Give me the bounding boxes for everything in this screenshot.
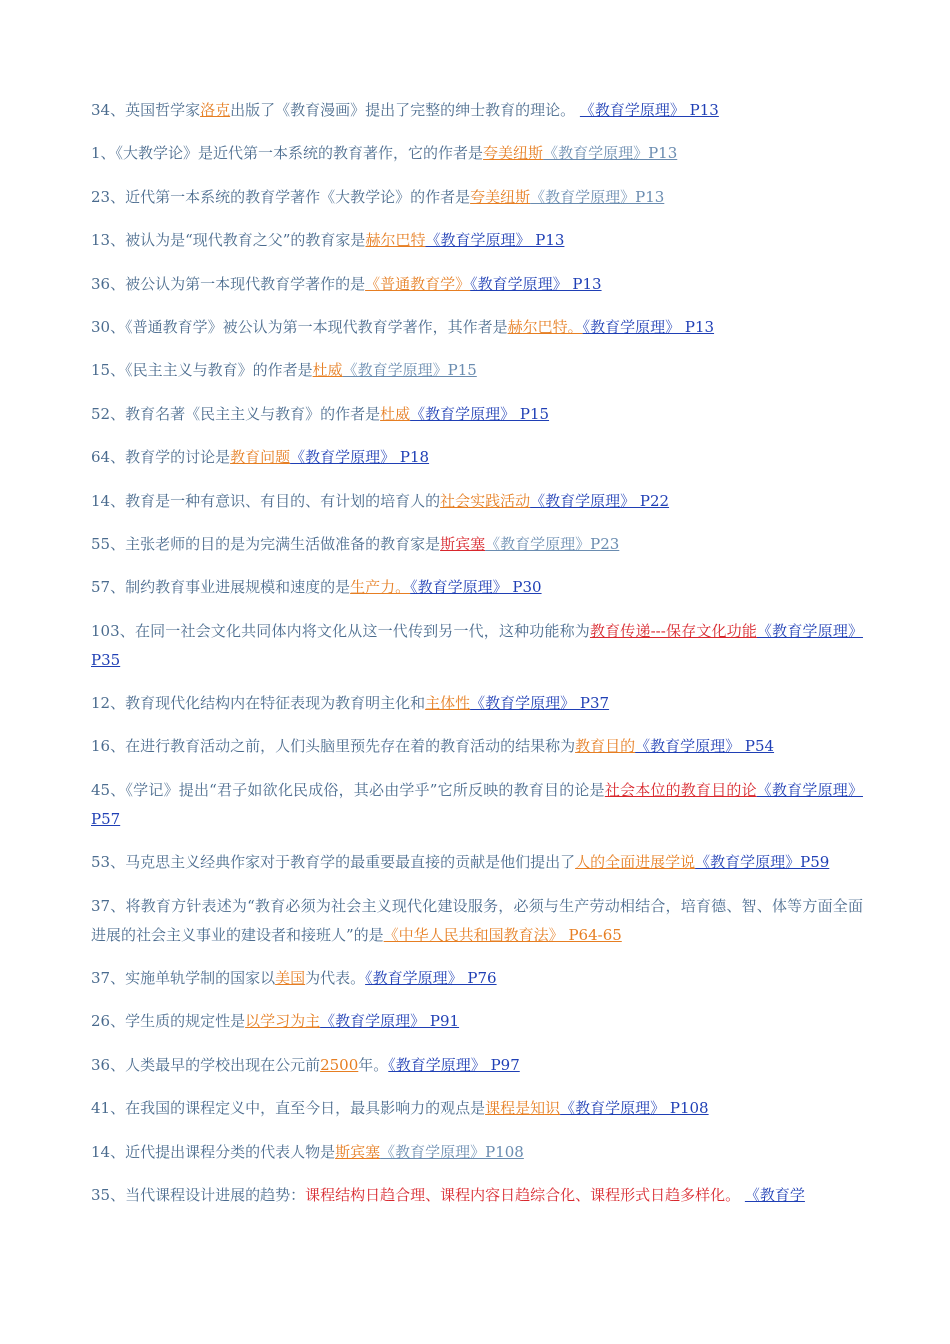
question-item xyxy=(91,1051,863,1080)
question-text: 1、《大教学论》是近代第一本系统的教育著作，它的作者是 xyxy=(91,144,484,163)
question-item xyxy=(91,400,863,429)
question-text: 52、教育名著《民主主义与教育》的作者是 xyxy=(91,404,381,423)
answer-text: 以学习为主 xyxy=(245,1012,321,1031)
answer-text: 人的全面进展学说 xyxy=(575,853,696,872)
answer-text: 洛克 xyxy=(200,101,231,119)
answer-text: 《中华人民共和国教育法》 P64-65 xyxy=(383,925,622,944)
answer-text: 社会本位的教育目的论 xyxy=(604,780,757,799)
textbook-reference: 《教育学原理》 P18 xyxy=(290,448,430,467)
textbook-reference: 《教育学原理》 P13 xyxy=(582,317,715,336)
textbook-reference: 《教育学原理》 P54 xyxy=(635,737,775,756)
question-text: 30、《普通教育学》被公认为第一本现代教育学著作，其作者是 xyxy=(91,317,508,336)
question-item xyxy=(91,689,863,718)
textbook-reference: 《教育学原理》 P57 xyxy=(91,780,863,828)
question-text: 14、教育是一种有意识、有目的、有计划的培育人的 xyxy=(91,491,441,510)
question-item xyxy=(91,1007,863,1036)
textbook-reference: 《教育学原理》P15 xyxy=(342,361,477,380)
answer-text: 教育问题 xyxy=(230,448,291,467)
question-text: 36、被公认为第一本现代教育学著作的是 xyxy=(91,274,366,293)
question-text: 12、教育现代化结构内在特征表现为教育明主化和 xyxy=(91,694,426,713)
answer-text: 夸美纽斯 xyxy=(470,187,531,206)
answer-text: 教育目的 xyxy=(575,737,636,756)
question-text: 41、在我国的课程定义中，直至今日，最具影响力的观点是 xyxy=(91,1099,486,1118)
question-item xyxy=(91,443,863,472)
textbook-reference: 《教育学原理》 P76 xyxy=(365,969,497,988)
question-item xyxy=(91,139,863,168)
textbook-reference: 《教育学原理》 P35 xyxy=(91,621,863,669)
answer-text: 夸美纽斯 xyxy=(483,144,544,163)
answer-text: 斯宾塞 xyxy=(335,1142,381,1161)
question-text: 64、教育学的讨论是 xyxy=(91,448,231,467)
question-item xyxy=(91,1094,863,1123)
textbook-reference: 《教育学原理》 P13 xyxy=(579,101,719,119)
question-item xyxy=(91,1138,863,1167)
answer-text: 斯宾塞 xyxy=(440,534,486,553)
document-body xyxy=(91,96,863,1224)
answer-text: 美国 xyxy=(275,969,306,988)
question-item xyxy=(91,226,863,255)
question-text: 15、《民主主义与教育》的作者是 xyxy=(91,361,313,380)
textbook-reference: 《教育学原理》P23 xyxy=(485,534,620,553)
question-item xyxy=(91,356,863,385)
answer-text: 杜威 xyxy=(312,361,343,380)
question-text: 年。 xyxy=(358,1055,389,1074)
textbook-reference: 《教育学原理》 P97 xyxy=(388,1055,520,1074)
answer-text: 教育传递---保存文化功能 xyxy=(589,621,757,640)
question-text: 13、被认为是“现代教育之父”的教育家是 xyxy=(91,231,366,250)
question-text: 16、在进行教育活动之前，人们头脑里预先存在着的教育活动的结果称为 xyxy=(91,737,576,756)
question-text: 103、在同一社会文化共同体内将文化从这一代传到另一代，这种功能称为 xyxy=(91,621,590,640)
textbook-reference: 《教育学原理》 P108 xyxy=(560,1099,709,1118)
question-item xyxy=(91,96,863,125)
answer-text: 赫尔巴特 xyxy=(365,231,426,250)
question-text: 为代表。 xyxy=(305,969,366,988)
textbook-reference: 《教育学原理》 P37 xyxy=(470,694,610,713)
question-text: 23、近代第一本系统的教育学著作《大教学论》的作者是 xyxy=(91,187,471,206)
textbook-reference: 《教育学原理》P59 xyxy=(695,853,830,872)
question-text: 53、马克思主义经典作家对于教育学的最重要最直接的贡献是他们提出了 xyxy=(91,853,576,872)
question-item xyxy=(91,530,863,559)
question-text: 26、学生质的规定性是 xyxy=(91,1012,246,1031)
question-text: 37、将教育方针表述为“教育必须为社会主义现代化建设服务，必须与生产劳动相结合，培育德、智、体等方面全面进展的社会主义事业的建设者和接班人”的是 xyxy=(91,896,863,944)
question-text: 35、当代课程设计进展的趋势： xyxy=(91,1185,306,1204)
question-item xyxy=(91,848,863,877)
question-item xyxy=(91,270,863,299)
question-item xyxy=(91,1181,863,1210)
question-item xyxy=(91,183,863,212)
answer-text: 赫尔巴特。 xyxy=(507,317,583,336)
textbook-reference: 《教育学原理》P13 xyxy=(543,144,678,163)
textbook-reference: 《教育学原理》 P15 xyxy=(410,404,550,423)
answer-text: 《普通教育学》 xyxy=(365,274,471,293)
textbook-reference: 《教育学原理》P13 xyxy=(530,187,665,206)
question-text: 37、实施单轨学制的国家以 xyxy=(91,969,276,988)
question-text: 34、英国哲学家 xyxy=(91,101,201,119)
textbook-reference: 《教育学原理》 P30 xyxy=(410,578,542,597)
question-text: 55、主张老师的目的是为完满生活做准备的教育家是 xyxy=(91,534,441,553)
question-item xyxy=(91,313,863,342)
question-item xyxy=(91,892,863,950)
question-text: 45、《学记》提出“君子如欲化民成俗，其必由学乎”它所反映的教育目的论是 xyxy=(91,780,605,799)
answer-text: 课程结构日趋合理、课程内容日趋综合化、课程形式日趋多样化。 xyxy=(305,1185,741,1204)
answer-text: 主体性 xyxy=(425,694,471,713)
textbook-reference: 《教育学原理》 P13 xyxy=(425,231,565,250)
textbook-reference: 《教育学 xyxy=(744,1185,805,1204)
question-text: 14、近代提出课程分类的代表人物是 xyxy=(91,1142,336,1161)
answer-text: 生产力。 xyxy=(350,578,411,597)
answer-text: 社会实践活动 xyxy=(440,491,531,510)
textbook-reference: 《教育学原理》P108 xyxy=(380,1142,524,1161)
question-item xyxy=(91,617,863,675)
question-text: 36、人类最早的学校出现在公元前 xyxy=(91,1055,321,1074)
answer-text: 2500 xyxy=(320,1055,359,1074)
answer-text: 杜威 xyxy=(380,404,411,423)
question-item xyxy=(91,964,863,993)
question-item xyxy=(91,776,863,834)
question-item xyxy=(91,487,863,516)
question-text: 出版了《教育漫画》提出了完整的绅士教育的理论。 xyxy=(230,101,580,119)
question-item xyxy=(91,732,863,761)
textbook-reference: 《教育学原理》 P91 xyxy=(320,1012,460,1031)
question-item xyxy=(91,573,863,602)
question-text: 57、制约教育事业进展规模和速度的是 xyxy=(91,578,351,597)
answer-text: 课程是知识 xyxy=(485,1099,561,1118)
textbook-reference: 《教育学原理》 P22 xyxy=(530,491,670,510)
textbook-reference: 《教育学原理》 P13 xyxy=(470,274,602,293)
